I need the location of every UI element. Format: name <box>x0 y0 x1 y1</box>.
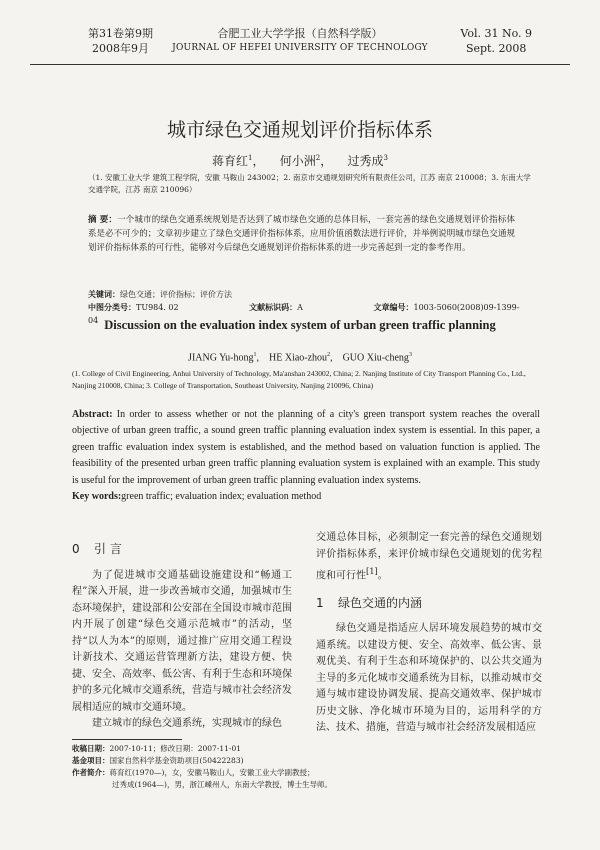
abstract-en <box>72 407 540 505</box>
doc-code <box>249 303 337 312</box>
affiliation-cn: （1. 安徽工业大学 建筑工程学院，安徽 马鞍山 243002；2. 南京市交通规划研究所有限责任公司，江苏 南京 210008；3. 东南大学 交通学院，江苏 南京 210096） <box>88 173 531 194</box>
journal-name-en: JOURNAL OF HEFEI UNIVERSITY OF TECHNOLOGY <box>172 43 428 53</box>
keywords-text-en: green traffic; evaluation index; evaluation method <box>121 491 322 503</box>
doc-label: 文献标识码： <box>249 302 298 312</box>
keywords-text-cn: 绿色交通；评价指标；评价方法 <box>120 290 232 299</box>
fund-value: 国家自然科学基金资助项目(50422283) <box>109 756 244 765</box>
fund-info <box>72 755 400 767</box>
date-en: Sept. 2008 <box>465 42 527 55</box>
abstract-text-en: In order to assess whether or not the planning of a city's green transport system reaches the overall objective of urban green traffic, a sound green traffic planning evaluation index system is essential. In this paper, a green traffic evaluation index system is established, and the method based on valuation function is applied. The feasibility of the presented urban green traffic planning evaluation system is explained with an example. This study is useful for the improvement of urban green traffic planning evaluation index systems. <box>72 409 541 486</box>
paper-title-en: Discussion on the evaluation index system of urban green traffic planning <box>104 318 496 332</box>
footnote-divider <box>72 739 182 740</box>
citation-ref: [1] <box>366 566 378 576</box>
clc-value: TU984. 02 <box>136 303 179 312</box>
abstract-label-cn: 摘 要： <box>88 215 118 225</box>
author-name: 何小洲 <box>279 154 316 168</box>
author-sup: 1 <box>248 154 253 162</box>
author-name: GUO Xiu-cheng <box>342 352 409 364</box>
section-number: 1 <box>316 595 324 610</box>
fund-label: 基金项目： <box>72 756 110 765</box>
continued-text-end: 。 <box>377 570 388 582</box>
author-bio-1: 蒋育红(1970—)，女，安徽马鞍山人，安徽工业大学副教授； <box>109 768 315 777</box>
authors-en: JIANG Yu-hong$^1$, HE Xiao-zhou$^2$, GUO Xiu-cheng$^3$ <box>188 352 412 364</box>
journal-name-cn: 合肥工业大学学报（自然科学版） <box>217 27 383 40</box>
section-number: 0 <box>72 542 80 556</box>
body-paragraph: 为了促进城市交通基础设施建设和“畅通工程”深入开展，进一步改善城市交通，加强城市生态环境保护，建设部和公安部在全国设市城市范围内开展了创建“绿色交通示范城市”的活动，坚持“以人为本”的原则，通过推广应用交通工程设计新技术、交通运营管理新方法，建设方便、快捷、安全、高效率、低公害、有利于生态和环境保护的多元化城市交通系统，营造与城市社会经济发展相适应的城市交通环境。 <box>72 569 292 713</box>
keywords-label-cn: 关键词： <box>88 289 120 299</box>
body-right-column <box>316 530 542 737</box>
paper-title-cn: 城市绿色交通规划评价指标体系 <box>166 119 433 141</box>
author-sup: 2 <box>327 352 331 358</box>
author-bio-label: 作者简介： <box>72 768 110 777</box>
author-name: JIANG Yu-hong <box>188 352 254 364</box>
clc-label: 中图分类号： <box>88 302 136 312</box>
received-value: 2007-10-11；修改日期：2007-11-01 <box>109 744 241 753</box>
section-heading-intro <box>72 541 292 558</box>
continued-text: 交通总体目标，必须制定一套完善的绿色交通规划评价指标体系，来评价城市绿色交通规划的优劣程度和可行性 <box>316 532 542 582</box>
body-paragraph-continued <box>316 530 542 585</box>
author-sup: 3 <box>408 352 412 358</box>
author-name: 过秀成 <box>347 154 384 168</box>
section-title: 引 言 <box>94 542 122 556</box>
clc-number <box>88 303 213 312</box>
section-heading-1 <box>316 595 542 612</box>
body-paragraph: 绿色交通是指适应人居环境发展趋势的城市交通系统。以建设方便、安全、高效率、低公害、景观优美、有利于生态和环境保护的、以公共交通为主导的多元化城市交通系统为目标，以推动城市交通与城市建设协调发展、提高交通效率、保护城市历史文脉、净化城市环境为目的，运用科学的方法、技术、措施，营造与城市社会经济发展相适应 <box>316 623 542 734</box>
received-date <box>72 743 400 755</box>
journal-header <box>30 22 570 65</box>
volume-info-en <box>460 26 532 56</box>
footnote <box>72 743 400 791</box>
doc-value: A <box>297 303 303 312</box>
abstract-label-en: Abstract: <box>72 409 113 420</box>
abstract-cn <box>88 213 515 255</box>
author-sup: 3 <box>383 154 388 162</box>
author-name: 蒋育红 <box>212 154 249 168</box>
volume-issue-cn: 第31卷第9期 <box>88 27 153 40</box>
author-sup: 1 <box>253 352 257 358</box>
author-bio <box>72 767 400 779</box>
keywords-cn <box>88 288 540 301</box>
keywords-label-en: Key words: <box>72 491 122 503</box>
author-sup: 2 <box>315 154 321 162</box>
received-label: 收稿日期： <box>72 744 110 753</box>
body-paragraph: 建立城市的绿色交通系统，实现城市的绿色 <box>92 718 282 729</box>
affiliation-en: (1. College of Civil Engineering, Anhui University of Technology, Ma'anshan 243002, China; 2. Nanjing Institute of City Transport Planning Co., Ltd., Nanjing 210008, China; 3. College of Transportation, Southeast University, Nanjing 210096, China) <box>72 369 526 390</box>
keywords-en <box>72 489 540 505</box>
author-name: HE Xiao-zhou <box>269 352 328 364</box>
date-cn: 2008年9月 <box>92 42 149 55</box>
art-value: 1003-5060(2008)09-1399-04 <box>88 303 520 325</box>
volume-issue-en: Vol. 31 No. 9 <box>460 27 532 40</box>
body-left-column <box>72 537 292 733</box>
author-bio-line2: 过秀成(1964—)，男，浙江嵊州人，东南大学教授，博士生导师。 <box>112 780 332 789</box>
authors-cn: 蒋育红$^1$， 何小洲$^2$， 过秀成$^3$ <box>212 154 388 168</box>
section-title: 绿色交通的内涵 <box>338 595 423 610</box>
abstract-text-cn: 一个城市的绿色交通系统规划是否达到了城市绿色交通的总体目标，一套完善的绿色交通规划评价指标体系是必不可少的；文章初步建立了绿色交通评价指标体系，应用价值函数法进行评价，并举例说明城市绿色交通规划评价指标体系的可行性，能够对今后绿色交通规划评价指标体系的进一步完善起到一定的参考作用。 <box>88 215 515 253</box>
art-label: 文章编号： <box>373 302 414 312</box>
